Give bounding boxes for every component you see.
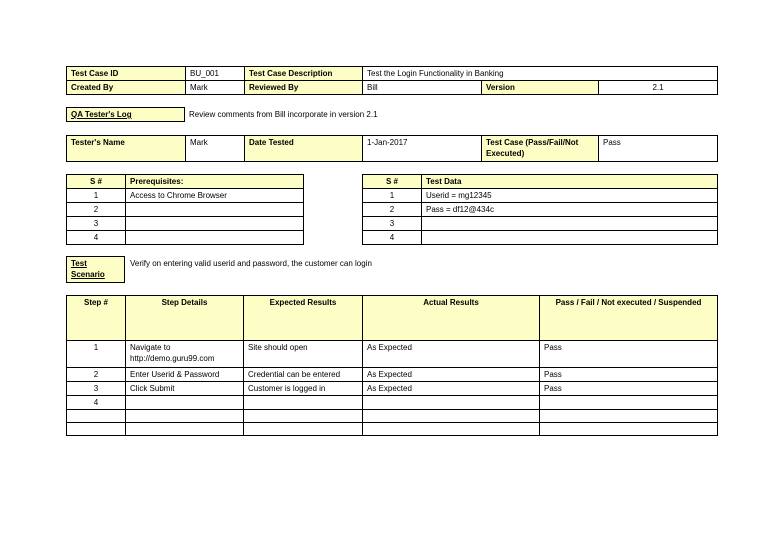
date-tested-label: Date Tested xyxy=(245,136,363,162)
testdata-col-text: Test Data xyxy=(422,175,718,189)
step-details xyxy=(126,423,244,436)
step-details xyxy=(126,396,244,410)
step-number: 2 xyxy=(67,368,126,382)
prereq-text xyxy=(126,217,304,231)
table-row xyxy=(67,368,718,382)
testdata-num: 4 xyxy=(363,231,422,245)
step-actual: As Expected xyxy=(363,382,540,396)
step-actual: As Expected xyxy=(363,341,540,368)
step-number: 3 xyxy=(67,382,126,396)
table-row xyxy=(363,231,718,245)
prereq-text xyxy=(126,231,304,245)
step-status xyxy=(540,410,718,423)
qa-log-label[interactable]: QA Tester's Log xyxy=(67,108,185,122)
table-row xyxy=(67,423,718,436)
prereq-num: 4 xyxy=(67,231,126,245)
version-label: Version xyxy=(482,81,599,95)
steps-header-step: Step # xyxy=(67,296,126,341)
table-row xyxy=(67,410,718,423)
step-actual xyxy=(363,410,540,423)
description-label: Test Case Description xyxy=(245,67,363,81)
steps-header-details: Step Details xyxy=(126,296,244,341)
steps-header-actual: Actual Results xyxy=(363,296,540,341)
test-result-value: Pass xyxy=(599,136,718,162)
step-expected xyxy=(244,423,363,436)
step-number: 1 xyxy=(67,341,126,368)
table-row xyxy=(67,341,718,368)
reviewed-by-value: Bill xyxy=(363,81,482,95)
prereq-num: 3 xyxy=(67,217,126,231)
test-data-table xyxy=(362,174,718,245)
test-case-id-label: Test Case ID xyxy=(67,67,186,81)
table-row xyxy=(67,189,304,203)
tester-table xyxy=(66,135,718,162)
prereq-num: 2 xyxy=(67,203,126,217)
step-number xyxy=(67,423,126,436)
step-actual xyxy=(363,423,540,436)
step-expected xyxy=(244,396,363,410)
step-status: Pass xyxy=(540,368,718,382)
step-actual xyxy=(363,396,540,410)
date-tested-value: 1-Jan-2017 xyxy=(363,136,482,162)
testdata-text xyxy=(422,217,718,231)
test-case-id-value: BU_001 xyxy=(186,67,245,81)
steps-header-expected: Expected Results xyxy=(244,296,363,341)
steps-header-status: Pass / Fail / Not executed / Suspended xyxy=(540,296,718,341)
step-status xyxy=(540,423,718,436)
table-row xyxy=(67,217,304,231)
tester-name-label: Tester's Name xyxy=(67,136,186,162)
created-by-label: Created By xyxy=(67,81,186,95)
qa-log-label-box xyxy=(66,107,185,122)
version-value: 2.1 xyxy=(599,81,718,95)
step-expected: Credential can be entered xyxy=(244,368,363,382)
step-details: Click Submit xyxy=(126,382,244,396)
prerequisites-table xyxy=(66,174,304,245)
step-details: Enter Userid & Password xyxy=(126,368,244,382)
table-row xyxy=(67,396,718,410)
table-row xyxy=(67,382,718,396)
scenario-label-box xyxy=(66,256,125,283)
step-details: Navigate to http://demo.guru99.com xyxy=(126,341,244,368)
step-actual: As Expected xyxy=(363,368,540,382)
table-row xyxy=(363,189,718,203)
testdata-text: Userid = mg12345 xyxy=(422,189,718,203)
testdata-num: 1 xyxy=(363,189,422,203)
tester-name-value: Mark xyxy=(186,136,245,162)
test-result-label: Test Case (Pass/Fail/Not Executed) xyxy=(482,136,599,162)
step-expected: Customer is logged in xyxy=(244,382,363,396)
table-row xyxy=(363,203,718,217)
prereq-col-text: Prerequisites: xyxy=(126,175,304,189)
scenario-text: Verify on entering valid userid and password, the customer can login xyxy=(130,259,372,268)
testdata-num: 2 xyxy=(363,203,422,217)
table-row xyxy=(67,231,304,245)
table-row xyxy=(67,203,304,217)
step-number xyxy=(67,410,126,423)
step-expected xyxy=(244,410,363,423)
testdata-text: Pass = df12@434c xyxy=(422,203,718,217)
prereq-text: Access to Chrome Browser xyxy=(126,189,304,203)
testdata-col-num: S # xyxy=(363,175,422,189)
qa-log-text: Review comments from Bill incorporate in version 2.1 xyxy=(189,110,378,119)
prereq-num: 1 xyxy=(67,189,126,203)
testdata-num: 3 xyxy=(363,217,422,231)
step-expected: Site should open xyxy=(244,341,363,368)
description-value: Test the Login Functionality in Banking xyxy=(363,67,718,81)
step-status: Pass xyxy=(540,341,718,368)
step-status: Pass xyxy=(540,382,718,396)
table-row xyxy=(363,217,718,231)
step-details xyxy=(126,410,244,423)
step-status xyxy=(540,396,718,410)
prereq-text xyxy=(126,203,304,217)
testdata-text xyxy=(422,231,718,245)
step-number: 4 xyxy=(67,396,126,410)
prereq-col-num: S # xyxy=(67,175,126,189)
reviewed-by-label: Reviewed By xyxy=(245,81,363,95)
header-table xyxy=(66,66,718,95)
scenario-label[interactable]: Test Scenario xyxy=(67,257,125,283)
steps-table xyxy=(66,295,718,436)
created-by-value: Mark xyxy=(186,81,245,95)
